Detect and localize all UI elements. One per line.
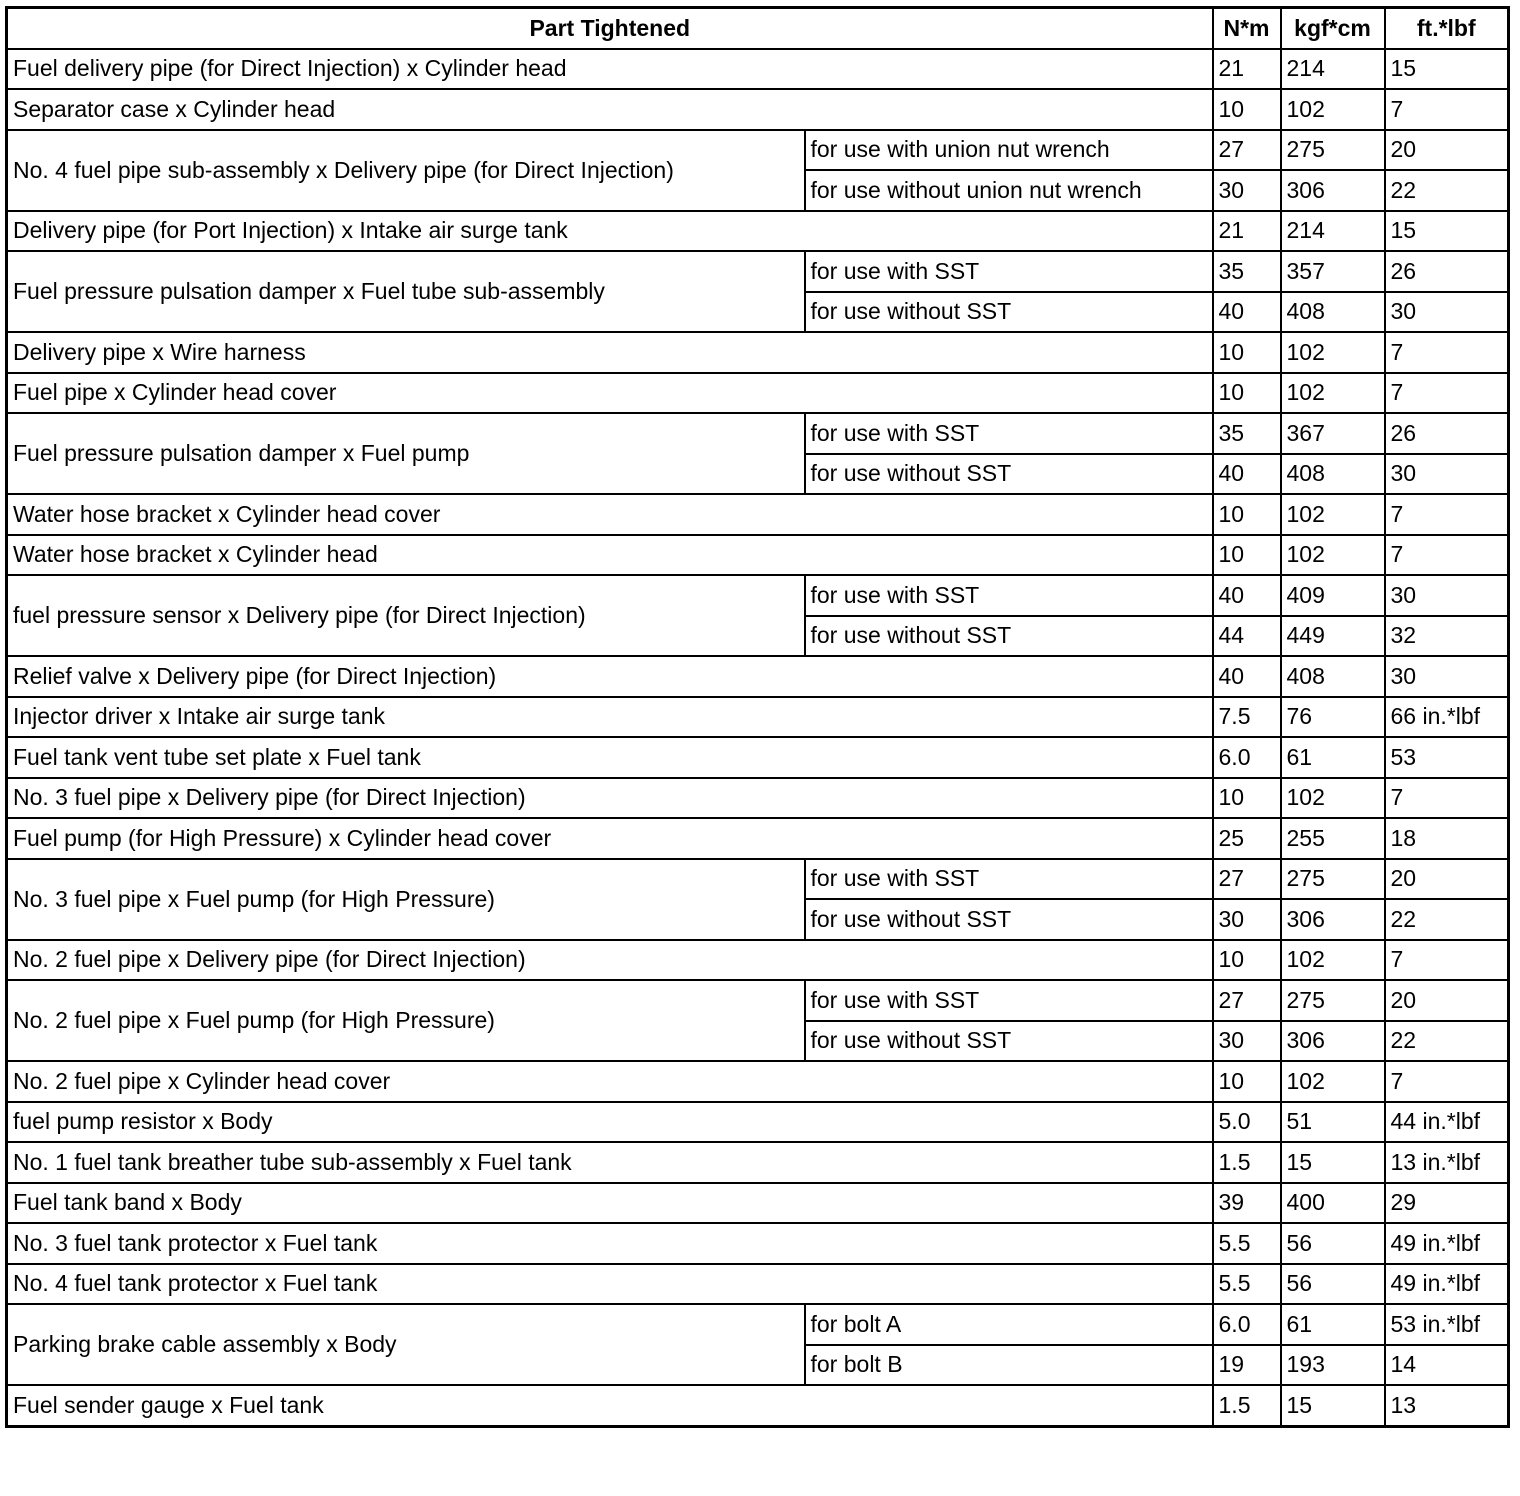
- kgf-cm-cell: 15: [1281, 1142, 1385, 1183]
- condition-cell: for use with SST: [805, 413, 1213, 454]
- torque-specification-table: [5, 6, 1510, 1428]
- kgf-cm-cell: 61: [1281, 1304, 1385, 1345]
- part-cell: No. 4 fuel tank protector x Fuel tank: [7, 1264, 1213, 1305]
- nm-cell: 6.0: [1213, 737, 1281, 778]
- condition-cell: for use without union nut wrench: [805, 170, 1213, 211]
- kgf-cm-cell: 61: [1281, 737, 1385, 778]
- kgf-cm-cell: 51: [1281, 1102, 1385, 1143]
- nm-cell: 10: [1213, 1061, 1281, 1102]
- part-cell: No. 2 fuel pipe x Delivery pipe (for Direct Injection): [7, 940, 1213, 981]
- ft-lbf-cell: 7: [1385, 332, 1509, 373]
- ft-lbf-cell: 53 in.*lbf: [1385, 1304, 1509, 1345]
- part-cell: Fuel pressure pulsation damper x Fuel tube sub-assembly: [7, 251, 805, 332]
- nm-cell: 39: [1213, 1183, 1281, 1224]
- ft-lbf-cell: 13: [1385, 1385, 1509, 1426]
- nm-cell: 10: [1213, 778, 1281, 819]
- nm-cell: 35: [1213, 413, 1281, 454]
- nm-cell: 21: [1213, 211, 1281, 252]
- kgf-cm-cell: 306: [1281, 899, 1385, 940]
- ft-lbf-cell: 7: [1385, 940, 1509, 981]
- kgf-cm-cell: 102: [1281, 373, 1385, 414]
- kgf-cm-cell: 275: [1281, 980, 1385, 1021]
- condition-cell: for use without SST: [805, 454, 1213, 495]
- part-cell: Fuel pipe x Cylinder head cover: [7, 373, 1213, 414]
- nm-cell: 27: [1213, 859, 1281, 900]
- ft-lbf-cell: 30: [1385, 656, 1509, 697]
- part-cell: No. 3 fuel tank protector x Fuel tank: [7, 1223, 1213, 1264]
- table-row: [7, 1385, 1509, 1426]
- part-cell: Fuel tank vent tube set plate x Fuel tank: [7, 737, 1213, 778]
- ft-lbf-cell: 49 in.*lbf: [1385, 1223, 1509, 1264]
- kgf-cm-cell: 408: [1281, 454, 1385, 495]
- ft-lbf-cell: 30: [1385, 292, 1509, 333]
- nm-cell: 21: [1213, 49, 1281, 90]
- nm-cell: 40: [1213, 656, 1281, 697]
- header-part-tightened: Part Tightened: [7, 8, 1213, 49]
- ft-lbf-cell: 53: [1385, 737, 1509, 778]
- table-row: [7, 697, 1509, 738]
- ft-lbf-cell: 18: [1385, 818, 1509, 859]
- table-row: [7, 980, 1509, 1021]
- table-row: [7, 778, 1509, 819]
- part-cell: Parking brake cable assembly x Body: [7, 1304, 805, 1385]
- ft-lbf-cell: 7: [1385, 535, 1509, 576]
- kgf-cm-cell: 275: [1281, 859, 1385, 900]
- ft-lbf-cell: 14: [1385, 1345, 1509, 1386]
- table-row: [7, 656, 1509, 697]
- table-row: [7, 575, 1509, 616]
- kgf-cm-cell: 102: [1281, 940, 1385, 981]
- ft-lbf-cell: 22: [1385, 1021, 1509, 1062]
- part-cell: fuel pump resistor x Body: [7, 1102, 1213, 1143]
- ft-lbf-cell: 22: [1385, 899, 1509, 940]
- kgf-cm-cell: 449: [1281, 616, 1385, 657]
- nm-cell: 10: [1213, 332, 1281, 373]
- condition-cell: for use without SST: [805, 616, 1213, 657]
- table-row: [7, 251, 1509, 292]
- condition-cell: for use with union nut wrench: [805, 130, 1213, 171]
- part-cell: No. 4 fuel pipe sub-assembly x Delivery pipe (for Direct Injection): [7, 130, 805, 211]
- kgf-cm-cell: 306: [1281, 1021, 1385, 1062]
- kgf-cm-cell: 357: [1281, 251, 1385, 292]
- kgf-cm-cell: 102: [1281, 535, 1385, 576]
- header-kgf-cm: kgf*cm: [1281, 8, 1385, 49]
- part-cell: Water hose bracket x Cylinder head cover: [7, 494, 1213, 535]
- table-row: [7, 494, 1509, 535]
- ft-lbf-cell: 15: [1385, 49, 1509, 90]
- table-row: [7, 1304, 1509, 1345]
- part-cell: Injector driver x Intake air surge tank: [7, 697, 1213, 738]
- kgf-cm-cell: 56: [1281, 1264, 1385, 1305]
- part-cell: fuel pressure sensor x Delivery pipe (for Direct Injection): [7, 575, 805, 656]
- kgf-cm-cell: 102: [1281, 1061, 1385, 1102]
- nm-cell: 6.0: [1213, 1304, 1281, 1345]
- ft-lbf-cell: 7: [1385, 89, 1509, 130]
- nm-cell: 10: [1213, 89, 1281, 130]
- nm-cell: 10: [1213, 373, 1281, 414]
- table-row: [7, 49, 1509, 90]
- nm-cell: 10: [1213, 494, 1281, 535]
- table-row: [7, 818, 1509, 859]
- nm-cell: 5.5: [1213, 1223, 1281, 1264]
- ft-lbf-cell: 20: [1385, 130, 1509, 171]
- ft-lbf-cell: 15: [1385, 211, 1509, 252]
- nm-cell: 40: [1213, 292, 1281, 333]
- kgf-cm-cell: 408: [1281, 292, 1385, 333]
- nm-cell: 27: [1213, 130, 1281, 171]
- nm-cell: 5.0: [1213, 1102, 1281, 1143]
- part-cell: Fuel pressure pulsation damper x Fuel pump: [7, 413, 805, 494]
- part-cell: Fuel sender gauge x Fuel tank: [7, 1385, 1213, 1426]
- ft-lbf-cell: 20: [1385, 859, 1509, 900]
- part-cell: Fuel delivery pipe (for Direct Injection) x Cylinder head: [7, 49, 1213, 90]
- condition-cell: for use with SST: [805, 251, 1213, 292]
- condition-cell: for bolt B: [805, 1345, 1213, 1386]
- kgf-cm-cell: 102: [1281, 332, 1385, 373]
- condition-cell: for use without SST: [805, 292, 1213, 333]
- nm-cell: 30: [1213, 1021, 1281, 1062]
- kgf-cm-cell: 255: [1281, 818, 1385, 859]
- nm-cell: 40: [1213, 454, 1281, 495]
- table-row: [7, 737, 1509, 778]
- kgf-cm-cell: 15: [1281, 1385, 1385, 1426]
- ft-lbf-cell: 30: [1385, 454, 1509, 495]
- kgf-cm-cell: 306: [1281, 170, 1385, 211]
- ft-lbf-cell: 66 in.*lbf: [1385, 697, 1509, 738]
- header-nm: N*m: [1213, 8, 1281, 49]
- ft-lbf-cell: 7: [1385, 494, 1509, 535]
- condition-cell: for use without SST: [805, 899, 1213, 940]
- nm-cell: 27: [1213, 980, 1281, 1021]
- table-row: [7, 1142, 1509, 1183]
- nm-cell: 35: [1213, 251, 1281, 292]
- table-row: [7, 89, 1509, 130]
- condition-cell: for use with SST: [805, 980, 1213, 1021]
- kgf-cm-cell: 56: [1281, 1223, 1385, 1264]
- table-header-row: [7, 8, 1509, 49]
- nm-cell: 10: [1213, 940, 1281, 981]
- part-cell: Delivery pipe x Wire harness: [7, 332, 1213, 373]
- part-cell: No. 3 fuel pipe x Fuel pump (for High Pressure): [7, 859, 805, 940]
- ft-lbf-cell: 29: [1385, 1183, 1509, 1224]
- kgf-cm-cell: 367: [1281, 413, 1385, 454]
- kgf-cm-cell: 214: [1281, 211, 1385, 252]
- nm-cell: 25: [1213, 818, 1281, 859]
- condition-cell: for bolt A: [805, 1304, 1213, 1345]
- table-row: [7, 1264, 1509, 1305]
- condition-cell: for use without SST: [805, 1021, 1213, 1062]
- table-row: [7, 940, 1509, 981]
- table-row: [7, 373, 1509, 414]
- nm-cell: 40: [1213, 575, 1281, 616]
- table-row: [7, 1061, 1509, 1102]
- ft-lbf-cell: 7: [1385, 778, 1509, 819]
- table-row: [7, 332, 1509, 373]
- ft-lbf-cell: 30: [1385, 575, 1509, 616]
- ft-lbf-cell: 20: [1385, 980, 1509, 1021]
- table-row: [7, 859, 1509, 900]
- kgf-cm-cell: 102: [1281, 89, 1385, 130]
- table-row: [7, 211, 1509, 252]
- nm-cell: 19: [1213, 1345, 1281, 1386]
- nm-cell: 44: [1213, 616, 1281, 657]
- part-cell: Fuel pump (for High Pressure) x Cylinder head cover: [7, 818, 1213, 859]
- part-cell: No. 2 fuel pipe x Cylinder head cover: [7, 1061, 1213, 1102]
- condition-cell: for use with SST: [805, 575, 1213, 616]
- ft-lbf-cell: 13 in.*lbf: [1385, 1142, 1509, 1183]
- nm-cell: 1.5: [1213, 1385, 1281, 1426]
- kgf-cm-cell: 214: [1281, 49, 1385, 90]
- table-row: [7, 1183, 1509, 1224]
- ft-lbf-cell: 26: [1385, 413, 1509, 454]
- part-cell: Relief valve x Delivery pipe (for Direct Injection): [7, 656, 1213, 697]
- table-row: [7, 1223, 1509, 1264]
- part-cell: Water hose bracket x Cylinder head: [7, 535, 1213, 576]
- part-cell: No. 1 fuel tank breather tube sub-assembly x Fuel tank: [7, 1142, 1213, 1183]
- part-cell: No. 2 fuel pipe x Fuel pump (for High Pressure): [7, 980, 805, 1061]
- ft-lbf-cell: 7: [1385, 1061, 1509, 1102]
- ft-lbf-cell: 49 in.*lbf: [1385, 1264, 1509, 1305]
- header-ft-lbf: ft.*lbf: [1385, 8, 1509, 49]
- kgf-cm-cell: 102: [1281, 494, 1385, 535]
- table-row: [7, 130, 1509, 171]
- nm-cell: 5.5: [1213, 1264, 1281, 1305]
- condition-cell: for use with SST: [805, 859, 1213, 900]
- kgf-cm-cell: 76: [1281, 697, 1385, 738]
- table-row: [7, 413, 1509, 454]
- nm-cell: 1.5: [1213, 1142, 1281, 1183]
- kgf-cm-cell: 193: [1281, 1345, 1385, 1386]
- part-cell: Separator case x Cylinder head: [7, 89, 1213, 130]
- ft-lbf-cell: 32: [1385, 616, 1509, 657]
- table-row: [7, 535, 1509, 576]
- nm-cell: 30: [1213, 170, 1281, 211]
- ft-lbf-cell: 22: [1385, 170, 1509, 211]
- nm-cell: 7.5: [1213, 697, 1281, 738]
- ft-lbf-cell: 7: [1385, 373, 1509, 414]
- kgf-cm-cell: 400: [1281, 1183, 1385, 1224]
- kgf-cm-cell: 275: [1281, 130, 1385, 171]
- ft-lbf-cell: 44 in.*lbf: [1385, 1102, 1509, 1143]
- kgf-cm-cell: 409: [1281, 575, 1385, 616]
- kgf-cm-cell: 102: [1281, 778, 1385, 819]
- table-row: [7, 1102, 1509, 1143]
- part-cell: No. 3 fuel pipe x Delivery pipe (for Direct Injection): [7, 778, 1213, 819]
- table-body: [7, 49, 1509, 1427]
- part-cell: Delivery pipe (for Port Injection) x Intake air surge tank: [7, 211, 1213, 252]
- nm-cell: 10: [1213, 535, 1281, 576]
- ft-lbf-cell: 26: [1385, 251, 1509, 292]
- part-cell: Fuel tank band x Body: [7, 1183, 1213, 1224]
- nm-cell: 30: [1213, 899, 1281, 940]
- kgf-cm-cell: 408: [1281, 656, 1385, 697]
